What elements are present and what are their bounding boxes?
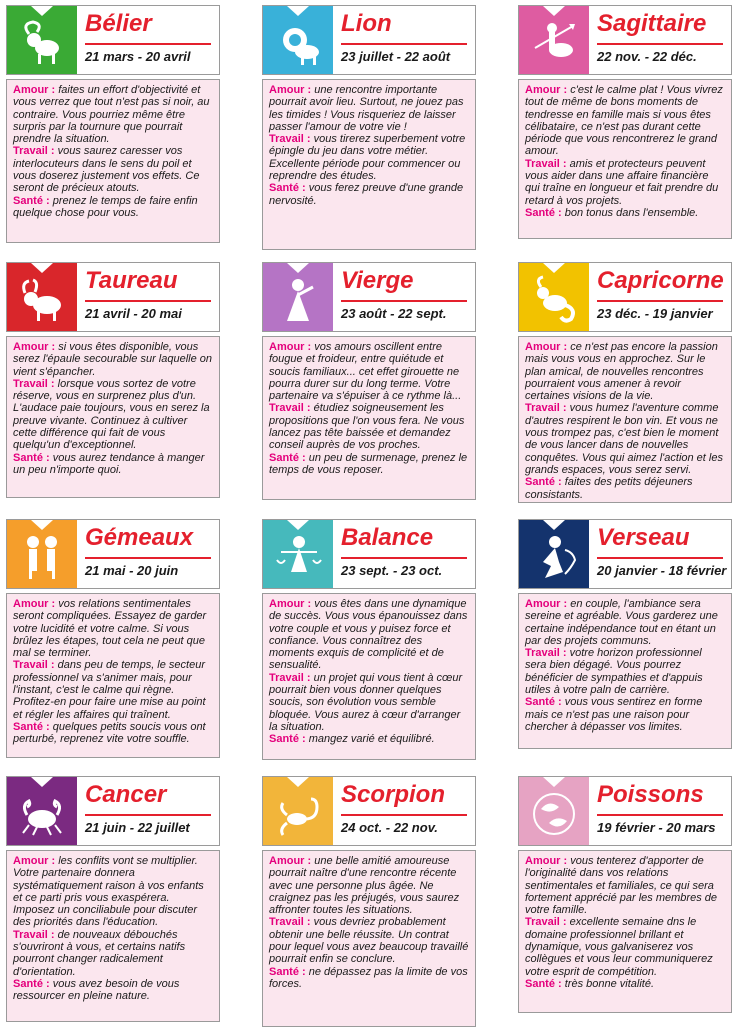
sign-dates: 23 juillet - 22 août: [341, 49, 451, 64]
title-underline: [85, 814, 211, 816]
sign-header: [6, 262, 220, 332]
sign-name: Poissons: [597, 781, 704, 808]
love-label: Amour :: [13, 855, 56, 867]
sign-emblem: [7, 6, 77, 74]
health-text: quelques petits soucis vous ont perturbé, reprenez vite votre souffle.: [13, 720, 206, 746]
sign-name: Taureau: [85, 267, 178, 294]
health-text: ne dépassez pas la limite de vos forces.: [269, 965, 468, 990]
horoscope-text: [6, 850, 220, 1022]
horoscope-text: [6, 336, 220, 498]
love-text: vos amours oscillent entre fougue et froideur, entre quiétude et soucis familiaux... cet effet girouette ne pourra durer sur du long terme. Votre partenaire va s'épuiser à ce rythme là...: [269, 341, 462, 403]
health-text: mangez varié et équilibré.: [305, 733, 435, 746]
title-underline: [597, 814, 723, 816]
sign-header: [6, 519, 220, 589]
sign-card: [6, 262, 220, 498]
sign-header: [6, 5, 220, 75]
health-label: Santé :: [269, 182, 306, 195]
love-text: une rencontre importante pourrait avoir lieu. Surtout, ne jouez pas les timides ! Vous risqueriez de laisser passer l'amour de votre vie !: [269, 84, 464, 133]
work-text: vous devriez probablement obtenir une belle réussite. Un contrat pour lequel vous avez beaucoup travaillé pourrait enfin se conclure.: [269, 916, 469, 966]
love-text: faites un effort d'objectivité et vous verrez que tout n'est pas si noir, au contraire. Vous pourriez même être surpris par la tournure que pourrait prendre la situation.: [13, 84, 210, 146]
sign-dates: 20 janvier - 18 février: [597, 563, 727, 578]
health-label: Santé :: [269, 965, 306, 978]
sign-dates: 23 août - 22 sept.: [341, 306, 447, 321]
love-label: Amour :: [269, 84, 312, 96]
lion-icon: [273, 18, 323, 68]
sign-card: [6, 776, 220, 1022]
love-text: vos relations sentimentales seront compliquées. Essayez de garder votre lucidité et votre calme. Si vous brûlez les étapes, tout cela ne peut que mal se terminer.: [13, 598, 207, 660]
work-text: vous tirerez superbement votre épingle du jeu dans votre métier. Excellente période pour commencer ou reprendre des études.: [269, 133, 466, 183]
sign-emblem: [519, 777, 589, 845]
ram-icon: [17, 18, 67, 68]
title-underline: [597, 300, 723, 302]
goat-icon: [529, 275, 579, 325]
health-label: Santé :: [525, 206, 562, 219]
sign-header: [6, 776, 220, 846]
sign-card: [6, 5, 220, 243]
health-text: bon tonus dans l'ensemble.: [561, 206, 699, 219]
title-underline: [341, 557, 467, 559]
love-text: si vous êtes disponible, vous serez l'épaule secourable sur laquelle on vient s'épancher.: [13, 341, 213, 378]
love-text: les conflits vont se multiplier. Votre partenaire donnera systématiquement raison à vos enfants et ce parti pris vous exaspérera. Imposez un conciliabule pour discuter des priorités dans l'éducation.: [13, 855, 204, 929]
sign-name: Gémeaux: [85, 524, 194, 551]
sign-dates: 23 sept. - 23 oct.: [341, 563, 443, 578]
maiden-icon: [273, 275, 323, 325]
sign-card: [262, 519, 476, 760]
sign-name: Balance: [341, 524, 434, 551]
crab-icon: [17, 789, 67, 839]
title-underline: [85, 300, 211, 302]
work-label: Travail :: [13, 928, 55, 941]
title-underline: [85, 43, 211, 45]
health-text: prenez le temps de faire enfin quelque chose pour vous.: [13, 194, 198, 219]
sign-emblem: [519, 520, 589, 588]
title-underline: [597, 43, 723, 45]
sign-name: Verseau: [597, 524, 690, 551]
love-label: Amour :: [13, 598, 56, 610]
love-text: une belle amitié amoureuse pourrait naître d'une rencontre récente avec une personne plus âgée. Ne craignez pas les préjugés, vous saurez affronter toutes les situations.: [269, 855, 460, 917]
work-text: vous humez l'aventure comme d'autres respirent le bon vin. Et vous ne vous trompez pas, c'est bien le moment de vous lancer dans de nouvelles conquêtes. Vous qui aimez l'action et les grands espaces, vous serez servi.: [525, 402, 723, 476]
work-label: Travail :: [525, 157, 567, 170]
sign-dates: 23 déc. - 19 janvier: [597, 306, 713, 321]
love-label: Amour :: [13, 84, 56, 96]
horoscope-text: [518, 336, 732, 503]
sign-card: [262, 776, 476, 1027]
health-text: vous aurez tendance à manger un peu n'importe quoi.: [13, 451, 205, 476]
sign-header: [262, 5, 476, 75]
health-text: très bonne vitalité.: [561, 977, 655, 990]
water-bearer-icon: [529, 532, 579, 582]
horoscope-text: [262, 593, 476, 760]
sign-dates: 21 avril - 20 mai: [85, 306, 182, 321]
love-label: Amour :: [525, 855, 568, 867]
work-text: amis et protecteurs peuvent vous aider dans une affaire financière qui traîne en longueur et fait prendre du retard à vos projets.: [525, 157, 719, 207]
health-text: vous avez besoin de vous ressourcer en pleine nature.: [13, 977, 180, 1003]
sign-header: [262, 262, 476, 332]
sign-dates: 19 février - 20 mars: [597, 820, 716, 835]
horoscope-text: [518, 79, 732, 239]
sign-dates: 21 mars - 20 avril: [85, 49, 191, 64]
sign-emblem: [519, 263, 589, 331]
title-underline: [85, 557, 211, 559]
sign-emblem: [7, 777, 77, 845]
sign-card: [518, 519, 732, 749]
sign-header: [262, 519, 476, 589]
health-label: Santé :: [525, 696, 562, 709]
archer-icon: [529, 18, 579, 68]
sign-name: Sagittaire: [597, 10, 707, 37]
love-label: Amour :: [269, 855, 312, 867]
horoscope-text: [262, 79, 476, 250]
work-text: excellente semaine dns le domaine professionnel brillant et dynamique, vous galvaniserez vos collègues et vous leur communiquerez votre esprit de compétition.: [525, 916, 713, 978]
sign-card: [6, 519, 220, 758]
health-text: vous ferez preuve d'une grande nervosité.: [269, 182, 464, 207]
sign-header: [262, 776, 476, 846]
sign-emblem: [263, 263, 333, 331]
love-label: Amour :: [269, 341, 312, 353]
sign-emblem: [519, 6, 589, 74]
sign-name: Cancer: [85, 781, 167, 808]
health-label: Santé :: [525, 977, 562, 990]
title-underline: [597, 557, 723, 559]
sign-emblem: [7, 263, 77, 331]
love-label: Amour :: [13, 341, 56, 353]
work-text: vous saurez caresser vos interlocuteurs dans le sens du poil et vous doserez justement vos effets. Ce seront de précieux atouts.: [13, 145, 200, 195]
work-label: Travail :: [269, 402, 311, 415]
work-label: Travail :: [525, 916, 567, 929]
sign-header: [518, 776, 732, 846]
health-label: Santé :: [13, 451, 50, 464]
health-label: Santé :: [269, 733, 306, 746]
work-text: de nouveaux débouchés s'ouvriront à vous, et certains natifs pourront changer radicalement d'orientation.: [13, 928, 186, 978]
love-text: en couple, l'ambiance sera sereine et agréable. Vous garderez une certaine indépendance tout en étant un par des projets communs.: [525, 598, 718, 647]
horoscope-text: [262, 850, 476, 1027]
work-text: votre horizon professionnel sera bien dégagé. Vous pourrez bénéficier de sympathies et d'appuis utiles à votre paln de carrière.: [525, 647, 703, 697]
health-label: Santé :: [13, 977, 50, 990]
sign-card: [262, 5, 476, 250]
health-text: un peu de surmenage, prenez le temps de vous reposer.: [269, 451, 468, 476]
horoscope-text: [518, 593, 732, 749]
sign-header: [518, 519, 732, 589]
sign-header: [518, 5, 732, 75]
love-text: ce n'est pas encore la passion mais vous vous en approchez. Sur le plan amical, de nouvelles rencontres pourraient vous amener à revoir certaines visions de la vie.: [525, 341, 718, 403]
sign-name: Vierge: [341, 267, 414, 294]
health-label: Santé :: [13, 720, 50, 733]
horoscope-text: [6, 79, 220, 243]
title-underline: [341, 814, 467, 816]
love-text: c'est le calme plat ! Vous vivrez tout de même de bons moments de tendresse en famille mais si vous êtes célibataire, ce n'est pas durant cette période que vous rencontrerez le grand amour.: [525, 84, 723, 158]
love-label: Amour :: [525, 341, 568, 353]
health-text: faites des petits déjeuners consistants.: [525, 476, 693, 501]
sign-dates: 24 oct. - 22 nov.: [341, 820, 438, 835]
sign-card: [518, 5, 732, 239]
sign-dates: 21 mai - 20 juin: [85, 563, 179, 578]
love-text: vous tenterez d'apporter de l'originalité dans vos relations sentimentales et familiales, ce qui sera fortement apprécié par les membres de votre famille.: [525, 855, 717, 917]
horoscope-text: [6, 593, 220, 758]
work-label: Travail :: [13, 659, 55, 672]
scorpion-icon: [273, 789, 323, 839]
work-label: Travail :: [269, 671, 311, 684]
sign-card: [262, 262, 476, 500]
sign-emblem: [7, 520, 77, 588]
work-text: dans peu de temps, le secteur professionnel va s'animer mais, pour l'instant, c'est le calme qui règne. Profitez-en pour faire une mise au point et régler les affaires qui traînent.: [13, 659, 206, 721]
work-label: Travail :: [525, 402, 567, 415]
sign-name: Scorpion: [341, 781, 446, 808]
sign-emblem: [263, 520, 333, 588]
sign-header: [518, 262, 732, 332]
work-text: lorsque vous sortez de votre réserve, vous en surprenez plus d'un. L'audace paie toujours, vous en serez la preuve vivante. Continuez à cultiver cette différence qui fait de vous quelqu'un d'exceptionnel.: [13, 377, 210, 452]
title-underline: [341, 300, 467, 302]
health-label: Santé :: [13, 194, 50, 207]
love-label: Amour :: [269, 598, 312, 610]
work-text: étudiez soigneusement les propositions que l'on vous fera. Ne vous lancez pas tête baissée et demandez conseil auprès de vos proches.: [269, 402, 465, 452]
sign-emblem: [263, 777, 333, 845]
sign-dates: 22 nov. - 22 déc.: [597, 49, 697, 64]
sign-dates: 21 juin - 22 juillet: [85, 820, 190, 835]
sign-card: [518, 776, 732, 1013]
work-label: Travail :: [269, 133, 311, 146]
work-label: Travail :: [13, 145, 55, 158]
twins-icon: [17, 532, 67, 582]
sign-name: Bélier: [85, 10, 152, 37]
horoscope-text: [262, 336, 476, 500]
sign-card: [518, 262, 732, 503]
health-label: Santé :: [525, 476, 562, 489]
work-label: Travail :: [525, 647, 567, 660]
work-text: un projet qui vous tient à cœur pourrait bien vous donner quelques soucis, son évolution vous semble bloquée. Vous aurez à cœur d'arranger la situation.: [269, 671, 463, 733]
sign-name: Capricorne: [597, 267, 724, 294]
love-label: Amour :: [525, 84, 568, 96]
work-label: Travail :: [269, 916, 311, 929]
fish-icon: [529, 789, 579, 839]
health-text: vous vous sentirez en forme mais ce n'est pas une raison pour chercher à dépasser vos limites.: [525, 696, 703, 733]
title-underline: [341, 43, 467, 45]
love-label: Amour :: [525, 598, 568, 610]
bull-icon: [17, 275, 67, 325]
health-label: Santé :: [269, 451, 306, 464]
sign-emblem: [263, 6, 333, 74]
love-text: vous êtes dans une dynamique de succès. Vous vous épanouissez dans votre couple et vous y puisez force et confiance. Vous connaîtrez des moments exquis de complicité et de sensualité.: [269, 598, 468, 672]
sign-name: Lion: [341, 10, 392, 37]
horoscope-text: [518, 850, 732, 1013]
work-label: Travail :: [13, 377, 55, 390]
scales-icon: [273, 532, 323, 582]
